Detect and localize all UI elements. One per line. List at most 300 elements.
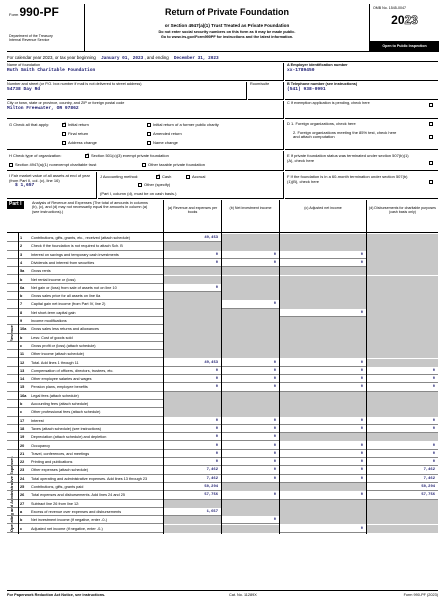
amount-cell-col-a[interactable] — [164, 408, 221, 416]
amount-cell-col-d[interactable] — [367, 284, 438, 292]
amount-cell-col-a[interactable] — [164, 392, 221, 400]
amount-cell-col-c[interactable] — [280, 516, 366, 524]
amount-cell-col-a[interactable]: 0 — [215, 385, 218, 390]
amount-cell-col-b[interactable] — [222, 408, 279, 416]
amount-cell-col-d[interactable] — [367, 276, 438, 284]
amount-cell-col-b[interactable] — [222, 242, 279, 250]
amount-cell-col-d[interactable] — [367, 325, 438, 333]
amount-cell-col-c[interactable] — [280, 325, 366, 333]
table-row — [7, 350, 438, 358]
line-number: c — [20, 410, 23, 415]
amount-cell-col-d[interactable] — [367, 433, 438, 441]
phone-field[interactable]: B Telephone number (see instructions) (541) 938-0991 — [285, 82, 438, 100]
amount-cell-col-d[interactable] — [367, 234, 438, 242]
amount-cell-col-a[interactable]: 0 — [215, 368, 218, 373]
amount-cell-col-b[interactable] — [222, 284, 279, 292]
amount-cell-col-a[interactable]: 0 — [215, 435, 218, 440]
amount-cell-col-a[interactable] — [164, 350, 221, 358]
accrual-option[interactable]: Accrual — [186, 175, 205, 180]
line-number: 26 — [20, 493, 25, 498]
amount-cell-col-d[interactable] — [367, 309, 438, 317]
amount-cell-col-b[interactable]: 0 — [273, 368, 276, 373]
amount-cell-col-c[interactable] — [280, 317, 366, 325]
amount-cell-col-c[interactable]: 0 — [360, 368, 363, 373]
terminated-status-checkbox[interactable] — [429, 161, 433, 165]
amount-cell-col-d[interactable] — [367, 508, 438, 516]
table-row — [7, 525, 438, 533]
amount-cell-col-b[interactable]: 0 — [273, 518, 276, 523]
amount-cell-col-c[interactable] — [280, 392, 366, 400]
h-501c3-checkbox[interactable] — [85, 154, 89, 158]
amount-cell-col-b[interactable] — [222, 342, 279, 350]
instructions-note: Go to www.irs.gov/Form990PF for instructions and the latest information. — [160, 34, 294, 39]
col-b-divider — [221, 233, 222, 534]
amount-cell-col-d[interactable]: 0 — [432, 418, 435, 423]
table-row — [7, 259, 438, 267]
line-description: Less: Cost of goods sold — [31, 335, 73, 340]
amount-cell-col-c[interactable] — [280, 342, 366, 350]
address-change-checkbox[interactable] — [62, 141, 66, 145]
amount-cell-col-c[interactable]: 0 — [360, 426, 363, 431]
ssn-note: Do not enter social security numbers on this form as it may be made public. — [158, 29, 296, 34]
amount-cell-col-c[interactable]: 0 — [360, 377, 363, 382]
amount-cell-col-a[interactable] — [164, 400, 221, 408]
line-description: Net gain or (loss) from sale of assets not on line 10 — [31, 285, 117, 290]
amount-cell-col-a[interactable] — [164, 500, 221, 508]
amount-cell-col-d[interactable]: 0 — [432, 451, 435, 456]
table-row — [7, 334, 438, 342]
amount-cell-col-b[interactable] — [222, 350, 279, 358]
table-row — [7, 508, 438, 516]
line-number: 4 — [20, 260, 23, 265]
line-description: Taxes (attach schedule) (see instructions) — [31, 426, 102, 431]
amount-cell-col-d[interactable]: 7,462 — [423, 468, 435, 473]
year-block — [369, 4, 438, 52]
terminated-status-block — [285, 151, 438, 171]
amount-cell-col-c[interactable]: 0 — [360, 493, 363, 498]
amount-cell-col-d[interactable]: 0 — [432, 443, 435, 448]
exemption-pending-checkbox[interactable] — [429, 103, 433, 107]
amount-cell-col-a[interactable]: 7,462 — [206, 468, 218, 473]
line-number: 17 — [20, 418, 25, 423]
table-row — [7, 442, 438, 450]
col-b-header: (b) Net investment income — [221, 200, 279, 233]
g-label: G Check all that apply: — [9, 122, 50, 127]
amount-cell-col-a[interactable] — [164, 242, 221, 250]
fmv-assets-field[interactable]: I Fair market value of all assets at end of year (from Part II, col. (c), line 16) $ 1,657 — [7, 172, 97, 199]
line-number: 11 — [20, 352, 25, 357]
table-row — [7, 466, 438, 474]
line-description: Gross rents — [31, 269, 51, 274]
amount-cell-col-c[interactable] — [280, 300, 366, 308]
line-number: 25 — [20, 485, 25, 489]
line-description: Net short-term capital gain — [31, 310, 76, 315]
line-number: 18 — [20, 426, 25, 431]
col-a-divider — [163, 233, 164, 534]
room-suite-field[interactable]: Room/suite — [248, 82, 284, 100]
amount-cell-col-b[interactable] — [222, 334, 279, 342]
line-description: Printing and publications — [31, 460, 73, 465]
amount-cell-col-a[interactable] — [164, 309, 221, 317]
foreign-org-label: D 1. Foreign organizations, check here — [287, 121, 356, 126]
amount-cell-col-a[interactable] — [164, 317, 221, 325]
line-description: Accounting fees (attach schedule) — [31, 402, 89, 406]
amount-cell-col-b[interactable] — [222, 525, 279, 533]
amount-cell-col-c[interactable] — [280, 267, 366, 275]
ein-field[interactable]: A Employer identification number xx-1789450 — [285, 63, 438, 81]
initial-former-checkbox[interactable] — [147, 123, 151, 127]
initial-return-option[interactable]: ✓ Initial return — [62, 123, 89, 128]
initial-return-checkbox[interactable] — [62, 123, 66, 127]
department-label: Department of the Treasury Internal Revenue Service — [9, 34, 53, 43]
amount-cell-col-c[interactable]: 0 — [360, 451, 363, 456]
amount-cell-col-b[interactable]: 0 — [273, 377, 276, 382]
amount-cell-col-d[interactable] — [367, 392, 438, 400]
amount-cell-col-d[interactable] — [367, 400, 438, 408]
amount-cell-col-c[interactable] — [280, 234, 366, 242]
cash-checkbox[interactable] — [156, 175, 160, 179]
table-row — [7, 234, 438, 242]
h-other-option[interactable]: Other taxable private foundation — [142, 163, 205, 168]
amount-cell-col-b[interactable]: 0 — [273, 435, 276, 440]
amount-cell-col-a[interactable]: 0 — [215, 377, 218, 382]
foreign-85-checkbox[interactable] — [429, 135, 433, 139]
amount-cell-col-d[interactable]: 0 — [432, 460, 435, 465]
form-title: Return of Private Foundation — [164, 7, 289, 17]
part1-title: Analysis of Revenue and Expenses (The total of amounts in columns (b), (c), and (d) may not necessarily equal the amounts in column (a) (see instructions).) — [32, 201, 148, 214]
col-d-header: (d) Disbursements for charitable purposes (cash basis only) — [366, 200, 438, 233]
amount-cell-col-b[interactable]: 0 — [273, 302, 276, 307]
city-field[interactable]: City or town, state or province, country, and ZIP or foreign postal code Milton Freewater, OR 97862 — [7, 101, 284, 119]
amount-cell-col-c[interactable] — [280, 334, 366, 342]
line-number: 2 — [20, 244, 23, 249]
sixty-month-checkbox[interactable] — [429, 180, 433, 184]
h-other-checkbox[interactable] — [142, 163, 146, 167]
final-return-option[interactable]: Final return — [62, 132, 88, 137]
h-4947-checkbox[interactable] — [9, 163, 13, 167]
line-number: 20 — [20, 443, 25, 448]
amount-cell-col-a[interactable] — [164, 516, 221, 524]
table-row — [7, 242, 438, 250]
amount-cell-col-a[interactable]: 0 — [215, 260, 218, 265]
line-number: 14 — [20, 377, 25, 382]
amount-cell-col-a[interactable] — [164, 342, 221, 350]
sixty-month-label: F If the foundation is in a 60-month termination under section 507(b)(1)(B), check here — [287, 174, 408, 184]
line-number: 1 — [20, 236, 23, 240]
amount-cell-col-c[interactable]: 0 — [360, 360, 363, 365]
foreign-org-block — [285, 120, 438, 150]
part1-header — [7, 200, 438, 233]
table-row — [7, 309, 438, 317]
form-subtitle: or Section 4947(a)(1) Trust Treated as Private Foundation — [164, 23, 290, 29]
tax-year-end[interactable]: December 31, 2023 — [173, 56, 219, 61]
line-description: Other professional fees (attach schedule) — [31, 410, 101, 415]
line-description: Interest — [31, 418, 44, 423]
table-row — [7, 284, 438, 292]
amount-cell-col-d[interactable] — [367, 267, 438, 275]
line-number: 9 — [20, 319, 23, 323]
form-title-block — [85, 4, 369, 52]
amount-cell-col-b[interactable] — [222, 483, 279, 491]
amount-cell-col-b[interactable]: 0 — [273, 252, 276, 257]
line-number: 8 — [20, 310, 23, 315]
line-description: Income modifications — [31, 319, 67, 323]
line-description: Net investment income (if negative, enter -0-) — [31, 518, 107, 523]
amount-cell-col-d[interactable] — [367, 408, 438, 416]
line-number: 6a — [20, 285, 25, 290]
line-number: 27 — [20, 501, 25, 506]
amount-cell-col-b[interactable]: 0 — [273, 443, 276, 448]
name-change-option[interactable]: Name change — [147, 141, 178, 146]
table-row — [7, 267, 438, 275]
amount-cell-col-a[interactable] — [164, 276, 221, 284]
amount-cell-col-a[interactable]: 7,462 — [206, 476, 218, 481]
cash-option[interactable]: ✓ Cash — [156, 175, 171, 180]
table-row — [7, 417, 438, 425]
amount-cell-col-a[interactable]: 49,453 — [204, 236, 218, 240]
amount-cell-col-b[interactable] — [222, 317, 279, 325]
amount-cell-col-a[interactable] — [164, 300, 221, 308]
amount-cell-col-d[interactable]: 0 — [432, 377, 435, 382]
table-row — [7, 408, 438, 416]
amount-cell-col-d[interactable]: 0 — [432, 368, 435, 373]
amount-cell-col-b[interactable]: 0 — [273, 385, 276, 390]
amount-cell-col-a[interactable] — [164, 334, 221, 342]
line-description: Occupancy — [31, 443, 50, 448]
line-number: 21 — [20, 451, 25, 456]
amount-cell-col-c[interactable]: 0 — [360, 468, 363, 473]
line-description: Pension plans, employee benefits — [31, 385, 88, 390]
line-description: Total expenses and disbursements. Add lines 24 and 25 — [31, 493, 125, 498]
table-row — [7, 483, 438, 491]
amount-cell-col-d[interactable] — [367, 359, 438, 367]
line-description: Net rental income or (loss) — [31, 277, 76, 282]
amount-cell-col-c[interactable]: 0 — [360, 385, 363, 390]
line-number: 24 — [20, 476, 25, 481]
accrual-checkbox[interactable] — [186, 175, 190, 179]
amount-cell-col-a[interactable]: 49,453 — [204, 360, 218, 365]
h-4947-option[interactable]: Section 4947(a)(1) nonexempt charitable trust — [9, 163, 96, 168]
amount-cell-col-b[interactable] — [222, 276, 279, 284]
line-number: c — [20, 343, 23, 348]
amount-cell-col-b[interactable]: 0 — [273, 360, 276, 365]
amount-cell-col-a[interactable]: 0 — [215, 443, 218, 448]
line-number: 15 — [20, 385, 25, 390]
amount-cell-col-b[interactable] — [222, 234, 279, 242]
amended-return-checkbox[interactable] — [147, 132, 151, 136]
form-header — [7, 4, 438, 52]
amount-cell-col-c[interactable]: 0 — [360, 476, 363, 481]
amount-cell-col-a[interactable]: 0 — [215, 460, 218, 465]
line-number: b — [20, 277, 23, 282]
amount-cell-col-b[interactable] — [222, 267, 279, 275]
amount-cell-col-d[interactable] — [367, 317, 438, 325]
part1-label: Part I — [9, 201, 22, 207]
fmv-assets-value: $ 1,657 — [15, 183, 35, 189]
line-description: Subtract line 26 from line 12: — [31, 501, 80, 506]
amount-cell-col-b[interactable] — [222, 292, 279, 300]
line-number: 22 — [20, 460, 25, 465]
amount-cell-col-b[interactable]: 0 — [273, 451, 276, 456]
table-row — [7, 375, 438, 383]
foreign-85-label: 2. Foreign organizations meeting the 85% test, check here and attach computation — [293, 129, 397, 140]
table-row — [7, 500, 438, 508]
other-method-checkbox[interactable] — [138, 183, 142, 187]
calendar-year-line: For calendar year 2023, or tax year beginning January 01, 2023 , and ending December 31, 2023 — [7, 53, 438, 62]
line-description: Interest on savings and temporary cash investments — [31, 252, 119, 257]
form-page — [7, 4, 438, 598]
amount-cell-col-a[interactable] — [164, 292, 221, 300]
amount-cell-col-b[interactable]: 0 — [273, 468, 276, 473]
amount-cell-col-b[interactable]: 0 — [273, 260, 276, 265]
amount-cell-col-c[interactable]: 0 — [360, 310, 363, 315]
sixty-month-block — [285, 172, 438, 199]
amount-cell-col-c[interactable] — [280, 500, 366, 508]
other-method-option[interactable]: Other (specify) — [138, 183, 170, 188]
line-number: b — [20, 402, 23, 406]
amount-cell-col-d[interactable] — [367, 251, 438, 259]
amount-cell-col-a[interactable]: 0 — [215, 426, 218, 431]
col-c-divider — [279, 233, 280, 534]
amount-cell-col-c[interactable] — [280, 508, 366, 516]
form-footer — [7, 590, 438, 598]
initial-former-option[interactable]: Initial return of a former public charity — [147, 123, 219, 128]
amount-cell-col-d[interactable]: 50,294 — [421, 485, 435, 489]
amount-cell-col-b[interactable] — [222, 508, 279, 516]
col-a-header: (a) Revenue and expenses per books — [163, 200, 221, 233]
amount-cell-col-a[interactable] — [164, 267, 221, 275]
amount-cell-col-c[interactable] — [280, 483, 366, 491]
amount-cell-col-a[interactable]: 50,294 — [204, 485, 218, 489]
amount-cell-col-d[interactable] — [367, 334, 438, 342]
form-id-block — [7, 4, 85, 52]
amount-cell-col-d[interactable] — [367, 259, 438, 267]
line-description: Other employee salaries and wages — [31, 377, 92, 382]
amount-cell-col-a[interactable]: 0 — [215, 418, 218, 423]
amount-cell-col-a[interactable] — [164, 525, 221, 533]
amount-cell-col-b[interactable] — [222, 325, 279, 333]
amount-cell-col-d[interactable]: 57,756 — [421, 493, 435, 498]
h-501c3-option[interactable]: ✓ Section 501(c)(3) exempt private foundation — [85, 154, 169, 159]
amount-cell-col-a[interactable]: 0 — [215, 252, 218, 257]
amount-cell-col-b[interactable]: 0 — [273, 460, 276, 465]
amount-cell-col-d[interactable]: 7,462 — [423, 476, 435, 481]
amount-cell-col-a[interactable]: 57,756 — [204, 493, 218, 498]
amount-cell-col-b[interactable]: 0 — [273, 493, 276, 498]
paperwork-notice: For Paperwork Reduction Act Notice, see instructions. — [7, 593, 106, 597]
line-number: 7 — [20, 302, 23, 307]
foreign-org-checkbox[interactable] — [429, 122, 433, 126]
amount-cell-col-c[interactable]: 0 — [360, 418, 363, 423]
amount-cell-col-d[interactable] — [367, 342, 438, 350]
amount-cell-col-a[interactable]: 0 — [215, 451, 218, 456]
table-row — [7, 383, 438, 391]
amount-cell-col-a[interactable] — [164, 325, 221, 333]
foundation-name-field[interactable]: Name of foundation Ruth Smith Charitable Foundation — [7, 63, 284, 81]
amount-cell-col-d[interactable]: 0 — [432, 385, 435, 390]
line-description: Compensation of officers, directors, trustees, etc. — [31, 368, 114, 373]
table-row — [7, 433, 438, 441]
amount-cell-col-b[interactable]: 0 — [273, 418, 276, 423]
amount-cell-col-b[interactable]: 0 — [273, 476, 276, 481]
amount-cell-col-b[interactable] — [222, 400, 279, 408]
line-number: a — [20, 509, 23, 514]
amount-cell-col-c[interactable] — [280, 433, 366, 441]
address-field[interactable]: Number and street (or P.O. box number if mail is not delivered to street address) 54738 Day Rd — [7, 82, 247, 100]
omb-number: OMB No. 1545-0047 — [373, 6, 406, 10]
amount-cell-col-b[interactable] — [222, 309, 279, 317]
form-number: Form 990-PF — [9, 5, 59, 19]
table-row — [7, 317, 438, 325]
cat-number: Cat. No. 11289X — [229, 593, 257, 597]
col-d-divider — [366, 233, 367, 534]
line-number: 19 — [20, 435, 25, 440]
amount-cell-col-d[interactable] — [367, 242, 438, 250]
table-row — [7, 342, 438, 350]
amount-cell-col-a[interactable]: 0 — [215, 285, 218, 290]
line-number: 13 — [20, 368, 25, 373]
amount-cell-col-c[interactable] — [280, 408, 366, 416]
amount-cell-col-a[interactable]: 1,657 — [206, 509, 218, 514]
amount-cell-col-c[interactable] — [280, 284, 366, 292]
amount-cell-col-c[interactable] — [280, 292, 366, 300]
line-number: 12 — [20, 360, 25, 365]
table-row — [7, 359, 438, 367]
amount-cell-col-d[interactable] — [367, 500, 438, 508]
line-number: b — [20, 294, 23, 299]
amount-cell-col-c[interactable]: 0 — [360, 260, 363, 265]
line-description: Contributions, gifts, grants paid — [31, 485, 84, 489]
revenue-side-label: Revenue — [9, 325, 14, 342]
name-change-checkbox[interactable] — [147, 141, 151, 145]
line-description: Gross sales less returns and allowances — [31, 327, 99, 332]
amount-cell-col-c[interactable]: 0 — [360, 460, 363, 465]
address-change-option[interactable]: Address change — [62, 141, 97, 146]
amount-cell-col-c[interactable] — [280, 350, 366, 358]
table-row — [7, 475, 438, 483]
amount-cell-col-d[interactable] — [367, 350, 438, 358]
line-description: Other income (attach schedule) — [31, 352, 84, 357]
col-c-header: (c) Adjusted net income — [279, 200, 366, 233]
side-divider — [18, 233, 19, 534]
amount-cell-col-c[interactable] — [280, 276, 366, 284]
amount-cell-col-d[interactable]: 0 — [432, 426, 435, 431]
amount-cell-col-b[interactable] — [222, 500, 279, 508]
amended-return-option[interactable]: Amended return — [147, 132, 182, 137]
amount-cell-col-b[interactable] — [222, 392, 279, 400]
amount-cell-col-d[interactable] — [367, 292, 438, 300]
accounting-method-label: J Accounting method: — [100, 174, 139, 179]
amount-cell-col-d[interactable] — [367, 516, 438, 524]
amount-cell-col-c[interactable]: 0 — [360, 526, 363, 531]
amount-cell-col-d[interactable] — [367, 300, 438, 308]
line-description: Check if the foundation is not required to attach Sch. B — [31, 244, 123, 249]
final-return-checkbox[interactable] — [62, 132, 66, 136]
tax-year-begin[interactable]: January 01, 2023 — [101, 56, 144, 61]
table-row — [7, 300, 438, 308]
table-row — [7, 392, 438, 400]
amount-cell-col-c[interactable]: 0 — [360, 252, 363, 257]
open-public-badge: Open to Public Inspection — [370, 41, 439, 52]
amount-cell-col-d[interactable] — [367, 525, 438, 533]
g-check-block — [7, 120, 284, 150]
amount-cell-col-c[interactable]: 0 — [360, 443, 363, 448]
table-row — [7, 450, 438, 458]
amount-cell-col-c[interactable] — [280, 400, 366, 408]
table-row — [7, 251, 438, 259]
amount-cell-col-c[interactable] — [280, 242, 366, 250]
amount-cell-col-b[interactable]: 0 — [273, 426, 276, 431]
